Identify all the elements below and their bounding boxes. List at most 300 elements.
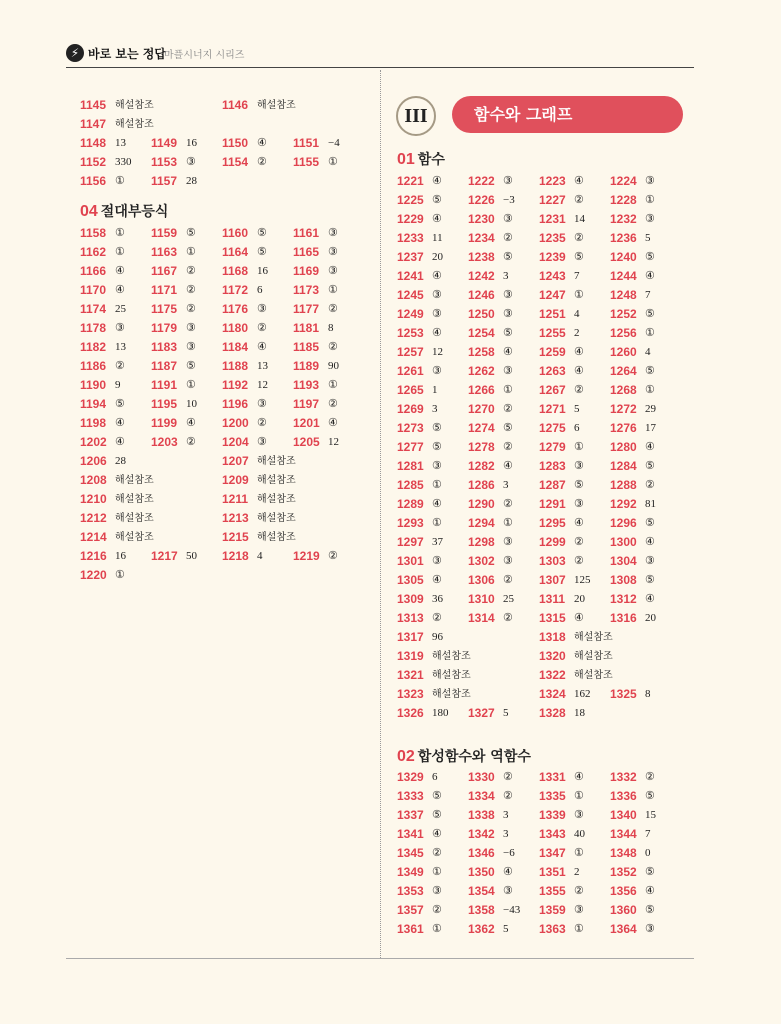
header-series: 마플시너지 시리즈 xyxy=(164,50,245,61)
answer-value: 해설참조 xyxy=(257,100,296,111)
answer-value: 5 xyxy=(503,707,509,719)
problem-number: 1319 xyxy=(397,649,424,663)
problem-number: 1161 xyxy=(293,226,320,240)
problem-number: 1271 xyxy=(539,402,566,416)
problem-number: 1257 xyxy=(397,345,424,359)
problem-number: 1214 xyxy=(80,530,107,544)
problem-number: 1200 xyxy=(222,416,249,430)
problem-number: 1249 xyxy=(397,307,424,321)
answer-value: ⑤ xyxy=(645,574,655,586)
problem-number: 1160 xyxy=(222,226,249,240)
answer-value: ⑤ xyxy=(645,904,655,916)
answer-value: ⑤ xyxy=(645,251,655,263)
answer-value: ③ xyxy=(432,555,442,567)
answer-value: ④ xyxy=(115,284,125,296)
answer-value: ④ xyxy=(432,498,442,510)
problem-number: 1149 xyxy=(151,136,178,150)
answer-value: ④ xyxy=(257,137,267,149)
problem-number: 1250 xyxy=(468,307,495,321)
problem-number: 1188 xyxy=(222,359,249,373)
problem-number: 1209 xyxy=(222,473,249,487)
answer-value: ③ xyxy=(645,555,655,567)
problem-number: 1167 xyxy=(151,264,178,278)
problem-number: 1262 xyxy=(468,364,495,378)
answer-value: ③ xyxy=(574,809,584,821)
problem-number: 1296 xyxy=(610,516,637,530)
problem-number: 1275 xyxy=(539,421,566,435)
answer-value: 16 xyxy=(186,137,197,149)
answer-value: 해설참조 xyxy=(257,494,296,505)
answer-value: ① xyxy=(645,384,655,396)
problem-number: 1201 xyxy=(293,416,320,430)
problem-number: 1212 xyxy=(80,511,107,525)
problem-number: 1152 xyxy=(80,155,107,169)
answer-value: 11 xyxy=(432,232,443,244)
problem-number: 1147 xyxy=(80,117,107,131)
answer-value: ⑤ xyxy=(503,327,513,339)
answer-value: ④ xyxy=(115,436,125,448)
answer-value: ④ xyxy=(328,417,338,429)
problem-number: 1295 xyxy=(539,516,566,530)
problem-number: 1158 xyxy=(80,226,107,240)
answer-value: ② xyxy=(574,194,584,206)
problem-number: 1231 xyxy=(539,212,566,226)
problem-number: 1297 xyxy=(397,535,424,549)
answer-value: 12 xyxy=(257,379,268,391)
answer-value: ③ xyxy=(257,436,267,448)
problem-number: 1205 xyxy=(293,435,320,449)
problem-number: 1236 xyxy=(610,231,637,245)
answer-value: ① xyxy=(574,441,584,453)
answer-value: ③ xyxy=(574,460,584,472)
problem-number: 1343 xyxy=(539,827,566,841)
problem-number: 1326 xyxy=(397,706,424,720)
answer-value: 40 xyxy=(574,828,585,840)
problem-number: 1346 xyxy=(468,846,495,860)
answer-value: 해설참조 xyxy=(574,632,613,643)
problem-number: 1176 xyxy=(222,302,249,316)
answer-value: 해설참조 xyxy=(432,651,471,662)
answer-value: 180 xyxy=(432,707,449,719)
problem-number: 1320 xyxy=(539,649,566,663)
problem-number: 1165 xyxy=(293,245,320,259)
problem-number: 1359 xyxy=(539,903,566,917)
answer-value: 2 xyxy=(574,327,580,339)
answer-value: ④ xyxy=(574,612,584,624)
problem-number: 1277 xyxy=(397,440,424,454)
section-title-functions xyxy=(397,149,445,169)
answer-value: ① xyxy=(503,517,513,529)
answer-value: ② xyxy=(503,403,513,415)
answer-value: 0 xyxy=(645,847,651,859)
answer-value: ⑤ xyxy=(645,790,655,802)
answer-value: ② xyxy=(115,360,125,372)
problem-number: 1362 xyxy=(468,922,495,936)
answer-value: ② xyxy=(574,536,584,548)
problem-number: 1309 xyxy=(397,592,424,606)
problem-number: 1312 xyxy=(610,592,637,606)
problem-number: 1206 xyxy=(80,454,107,468)
problem-number: 1251 xyxy=(539,307,566,321)
answer-value: 5 xyxy=(574,403,580,415)
answer-value: 29 xyxy=(645,403,656,415)
problem-number: 1358 xyxy=(468,903,495,917)
problem-number: 1305 xyxy=(397,573,424,587)
problem-number: 1146 xyxy=(222,98,249,112)
problem-number: 1192 xyxy=(222,378,249,392)
answer-value: ② xyxy=(186,284,196,296)
problem-number: 1154 xyxy=(222,155,249,169)
problem-number: 1364 xyxy=(610,922,637,936)
answer-value: ④ xyxy=(645,885,655,897)
problem-number: 1270 xyxy=(468,402,495,416)
answer-value: 81 xyxy=(645,498,656,510)
problem-number: 1187 xyxy=(151,359,178,373)
answer-value: ③ xyxy=(432,460,442,472)
answer-value: ① xyxy=(432,923,442,935)
problem-number: 1324 xyxy=(539,687,566,701)
problem-number: 1313 xyxy=(397,611,424,625)
problem-number: 1162 xyxy=(80,245,107,259)
problem-number: 1353 xyxy=(397,884,424,898)
problem-number: 1211 xyxy=(222,492,249,506)
answer-value: ③ xyxy=(115,322,125,334)
answer-value: ⑤ xyxy=(432,441,442,453)
answer-value: ② xyxy=(503,771,513,783)
answer-value: ① xyxy=(645,327,655,339)
answer-value: 3 xyxy=(503,828,509,840)
section-number: 02 xyxy=(397,748,415,765)
problem-number: 1239 xyxy=(539,250,566,264)
answer-value: ② xyxy=(645,479,655,491)
answer-value: 20 xyxy=(645,612,656,624)
problem-number: 1238 xyxy=(468,250,495,264)
column-divider xyxy=(380,70,381,958)
problem-number: 1235 xyxy=(539,231,566,245)
problem-number: 1317 xyxy=(397,630,424,644)
answer-value: ④ xyxy=(115,417,125,429)
answer-value: ④ xyxy=(432,828,442,840)
problem-number: 1169 xyxy=(293,264,320,278)
answer-value: 13 xyxy=(115,341,126,353)
answer-value: ③ xyxy=(503,308,513,320)
answer-value: ③ xyxy=(503,365,513,377)
problem-number: 1356 xyxy=(610,884,637,898)
answer-value: ③ xyxy=(432,308,442,320)
answer-value: 7 xyxy=(645,289,651,301)
section-title-text: 합성함수와 역함수 xyxy=(417,749,531,765)
answer-value: 3 xyxy=(503,809,509,821)
section-title-composite xyxy=(397,746,531,766)
problem-number: 1345 xyxy=(397,846,424,860)
problem-number: 1290 xyxy=(468,497,495,511)
answer-value: ② xyxy=(574,232,584,244)
problem-number: 1203 xyxy=(151,435,178,449)
answer-value: 96 xyxy=(432,631,443,643)
answer-value: 50 xyxy=(186,550,197,562)
problem-number: 1351 xyxy=(539,865,566,879)
answer-value: 7 xyxy=(574,270,580,282)
answer-value: ② xyxy=(328,398,338,410)
answer-value: ① xyxy=(432,866,442,878)
problem-number: 1273 xyxy=(397,421,424,435)
answer-value: ② xyxy=(328,341,338,353)
problem-number: 1321 xyxy=(397,668,424,682)
problem-number: 1360 xyxy=(610,903,637,917)
answer-value: ③ xyxy=(257,303,267,315)
answer-value: 3 xyxy=(503,270,509,282)
answer-value: ② xyxy=(257,322,267,334)
answer-value: 4 xyxy=(645,346,651,358)
problem-number: 1291 xyxy=(539,497,566,511)
answer-value: ② xyxy=(503,612,513,624)
answer-value: ③ xyxy=(432,289,442,301)
answer-value: −3 xyxy=(503,194,515,206)
problem-number: 1337 xyxy=(397,808,424,822)
answer-value: ④ xyxy=(503,346,513,358)
answer-value: ④ xyxy=(432,213,442,225)
problem-number: 1311 xyxy=(539,592,566,606)
answer-value: −6 xyxy=(503,847,515,859)
answer-value: ⑤ xyxy=(257,227,267,239)
answer-value: ② xyxy=(257,417,267,429)
problem-number: 1228 xyxy=(610,193,637,207)
problem-number: 1303 xyxy=(539,554,566,568)
problem-number: 1267 xyxy=(539,383,566,397)
problem-number: 1173 xyxy=(293,283,320,297)
answer-value: 25 xyxy=(115,303,126,315)
answer-value: ④ xyxy=(574,346,584,358)
answer-value: ② xyxy=(503,498,513,510)
answer-value: ⑤ xyxy=(645,517,655,529)
problem-number: 1350 xyxy=(468,865,495,879)
problem-number: 1328 xyxy=(539,706,566,720)
answer-value: −4 xyxy=(328,137,340,149)
answer-value: 13 xyxy=(115,137,126,149)
problem-number: 1218 xyxy=(222,549,249,563)
answer-value: ⑤ xyxy=(186,360,196,372)
answer-value: 28 xyxy=(186,175,197,187)
problem-number: 1323 xyxy=(397,687,424,701)
problem-number: 1213 xyxy=(222,511,249,525)
problem-number: 1215 xyxy=(222,530,249,544)
problem-number: 1272 xyxy=(610,402,637,416)
answer-value: 16 xyxy=(257,265,268,277)
problem-number: 1229 xyxy=(397,212,424,226)
answer-value: 9 xyxy=(115,379,121,391)
problem-number: 1198 xyxy=(80,416,107,430)
problem-number: 1145 xyxy=(80,98,107,112)
problem-number: 1170 xyxy=(80,283,107,297)
answer-value: 125 xyxy=(574,574,591,586)
problem-number: 1331 xyxy=(539,770,566,784)
answer-value: 4 xyxy=(257,550,263,562)
answer-value: 2 xyxy=(574,866,580,878)
problem-number: 1153 xyxy=(151,155,178,169)
problem-number: 1288 xyxy=(610,478,637,492)
problem-number: 1232 xyxy=(610,212,637,226)
problem-number: 1216 xyxy=(80,549,107,563)
problem-number: 1177 xyxy=(293,302,320,316)
answer-value: ⑤ xyxy=(645,365,655,377)
answer-value: ② xyxy=(257,156,267,168)
problem-number: 1293 xyxy=(397,516,424,530)
answer-value: ④ xyxy=(645,270,655,282)
problem-number: 1172 xyxy=(222,283,249,297)
answer-value: 6 xyxy=(257,284,263,296)
problem-number: 1190 xyxy=(80,378,107,392)
answer-value: ① xyxy=(186,246,196,258)
problem-number: 1168 xyxy=(222,264,249,278)
answer-value: ④ xyxy=(574,517,584,529)
answer-value: 90 xyxy=(328,360,339,372)
problem-number: 1298 xyxy=(468,535,495,549)
problem-number: 1333 xyxy=(397,789,424,803)
answer-value: 37 xyxy=(432,536,443,548)
problem-number: 1204 xyxy=(222,435,249,449)
problem-number: 1363 xyxy=(539,922,566,936)
problem-number: 1220 xyxy=(80,568,107,582)
answer-value: ① xyxy=(328,156,338,168)
problem-number: 1189 xyxy=(293,359,320,373)
answer-value: ① xyxy=(432,479,442,491)
problem-number: 1318 xyxy=(539,630,566,644)
answer-value: 해설참조 xyxy=(115,475,154,486)
problem-number: 1174 xyxy=(80,302,107,316)
problem-number: 1186 xyxy=(80,359,107,373)
problem-number: 1338 xyxy=(468,808,495,822)
problem-number: 1322 xyxy=(539,668,566,682)
answer-value: ⑤ xyxy=(574,251,584,263)
answer-value: ③ xyxy=(257,398,267,410)
answer-value: 18 xyxy=(574,707,585,719)
problem-number: 1163 xyxy=(151,245,178,259)
answer-value: 해설참조 xyxy=(115,494,154,505)
problem-number: 1210 xyxy=(80,492,107,506)
answer-value: 해설참조 xyxy=(574,670,613,681)
answer-value: 25 xyxy=(503,593,514,605)
answer-value: 해설참조 xyxy=(432,689,471,700)
problem-number: 1306 xyxy=(468,573,495,587)
answer-value: ③ xyxy=(328,227,338,239)
problem-number: 1310 xyxy=(468,592,495,606)
answer-value: 해설참조 xyxy=(115,532,154,543)
problem-number: 1269 xyxy=(397,402,424,416)
answer-value: 20 xyxy=(432,251,443,263)
problem-number: 1327 xyxy=(468,706,495,720)
answer-value: 12 xyxy=(432,346,443,358)
problem-number: 1208 xyxy=(80,473,107,487)
answer-value: 5 xyxy=(645,232,651,244)
problem-number: 1294 xyxy=(468,516,495,530)
problem-number: 1335 xyxy=(539,789,566,803)
problem-number: 1274 xyxy=(468,421,495,435)
answer-value: ③ xyxy=(186,341,196,353)
problem-number: 1341 xyxy=(397,827,424,841)
problem-number: 1281 xyxy=(397,459,424,473)
answer-value: ③ xyxy=(186,322,196,334)
answer-value: 14 xyxy=(574,213,585,225)
answer-value: ⑤ xyxy=(645,866,655,878)
problem-number: 1302 xyxy=(468,554,495,568)
answer-value: ① xyxy=(186,379,196,391)
answer-value: ① xyxy=(115,569,125,581)
problem-number: 1340 xyxy=(610,808,637,822)
problem-number: 1268 xyxy=(610,383,637,397)
answer-value: 해설참조 xyxy=(115,100,154,111)
problem-number: 1300 xyxy=(610,535,637,549)
answer-value: ① xyxy=(328,379,338,391)
answer-value: ① xyxy=(645,194,655,206)
problem-number: 1307 xyxy=(539,573,566,587)
problem-number: 1155 xyxy=(293,155,320,169)
problem-number: 1330 xyxy=(468,770,495,784)
problem-number: 1252 xyxy=(610,307,637,321)
answer-value: ⑤ xyxy=(503,251,513,263)
problem-number: 1258 xyxy=(468,345,495,359)
problem-number: 1151 xyxy=(293,136,320,150)
answer-value: 10 xyxy=(186,398,197,410)
answer-value: ⑤ xyxy=(574,479,584,491)
problem-number: 1336 xyxy=(610,789,637,803)
answer-value: ① xyxy=(574,289,584,301)
problem-number: 1285 xyxy=(397,478,424,492)
problem-number: 1193 xyxy=(293,378,320,392)
problem-number: 1225 xyxy=(397,193,424,207)
problem-number: 1344 xyxy=(610,827,637,841)
problem-number: 1166 xyxy=(80,264,107,278)
problem-number: 1284 xyxy=(610,459,637,473)
answer-value: ② xyxy=(432,904,442,916)
problem-number: 1164 xyxy=(222,245,249,259)
answer-value: ③ xyxy=(645,923,655,935)
problem-number: 1287 xyxy=(539,478,566,492)
answer-value: ① xyxy=(115,246,125,258)
problem-number: 1286 xyxy=(468,478,495,492)
problem-number: 1266 xyxy=(468,383,495,397)
problem-number: 1276 xyxy=(610,421,637,435)
problem-number: 1357 xyxy=(397,903,424,917)
problem-number: 1279 xyxy=(539,440,566,454)
problem-number: 1202 xyxy=(80,435,107,449)
answer-value: ② xyxy=(574,885,584,897)
answer-value: ① xyxy=(115,175,125,187)
answer-value: ② xyxy=(328,550,338,562)
problem-number: 1355 xyxy=(539,884,566,898)
answer-value: ② xyxy=(186,265,196,277)
problem-number: 1195 xyxy=(151,397,178,411)
problem-number: 1191 xyxy=(151,378,178,392)
answer-value: −43 xyxy=(503,904,521,916)
problem-number: 1175 xyxy=(151,302,178,316)
problem-number: 1348 xyxy=(610,846,637,860)
answer-value: ① xyxy=(115,227,125,239)
problem-number: 1280 xyxy=(610,440,637,454)
answer-value: ③ xyxy=(645,213,655,225)
answer-value: ④ xyxy=(257,341,267,353)
answer-value: 36 xyxy=(432,593,443,605)
answer-value: ③ xyxy=(503,885,513,897)
answer-value: ② xyxy=(645,771,655,783)
answer-value: ⑤ xyxy=(115,398,125,410)
problem-number: 1241 xyxy=(397,269,424,283)
problem-number: 1282 xyxy=(468,459,495,473)
problem-number: 1197 xyxy=(293,397,320,411)
answer-value: ④ xyxy=(186,417,196,429)
answer-value: ④ xyxy=(503,460,513,472)
answer-value: 6 xyxy=(432,771,438,783)
problem-number: 1240 xyxy=(610,250,637,264)
